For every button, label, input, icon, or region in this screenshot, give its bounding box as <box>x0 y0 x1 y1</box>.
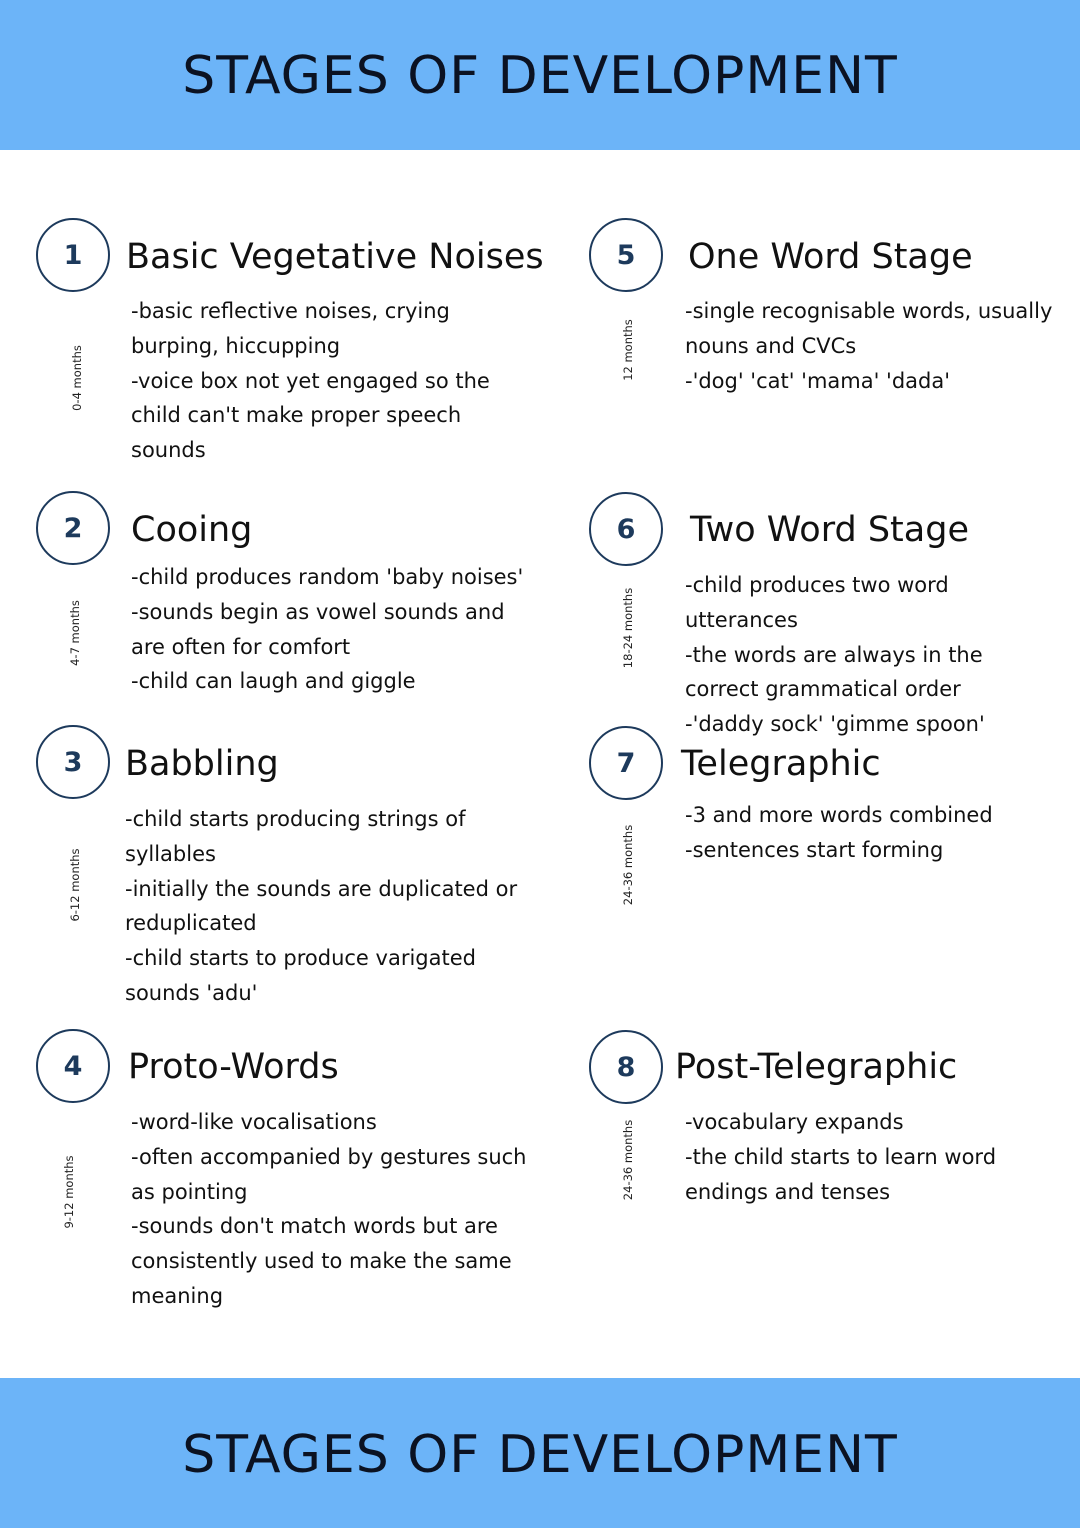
stage-point: -child can laugh and giggle <box>131 669 416 694</box>
stage-point: -vocabulary expands <box>685 1110 904 1134</box>
stage-number-badge: 4 <box>36 1029 110 1103</box>
stage-point: -word-like vocalisations <box>131 1110 377 1134</box>
stage-number-badge: 1 <box>36 218 110 292</box>
stage-number-badge: 2 <box>36 491 110 565</box>
footer-banner <box>0 1378 1080 1528</box>
stage-title: Proto-Words <box>128 1047 339 1087</box>
header-banner <box>0 0 1080 150</box>
stage-point: -'daddy sock' 'gimme spoon' <box>685 712 985 737</box>
stage-number-badge: 5 <box>589 218 663 292</box>
stage-number-badge: 6 <box>589 492 663 566</box>
stage-title: Post-Telegraphic <box>675 1047 958 1087</box>
stage-points <box>125 802 545 1011</box>
stage-point: -sentences start forming <box>685 837 944 862</box>
stage-title: Two Word Stage <box>690 510 969 550</box>
stage-point: -child starts to produce varigated sounds 'adu' <box>125 946 476 1005</box>
stage-point: -initially the sounds are duplicated or reduplicated <box>125 876 518 936</box>
stage-points <box>685 1105 1045 1209</box>
stage-title: Basic Vegetative Noises <box>126 237 544 277</box>
stage-title: Babbling <box>125 744 279 784</box>
stage-point: -the words are always in the correct grammatical order <box>685 642 983 702</box>
stage-point: -basic reflective noises, crying burping, hiccupping <box>131 299 450 358</box>
stage-title: Telegraphic <box>681 744 881 784</box>
stage-title: One Word Stage <box>688 237 973 277</box>
stage-point: -3 and more words combined <box>685 803 993 827</box>
stage-points <box>131 1105 531 1314</box>
stage-point: -single recognisable words, usually nouns and CVCs <box>685 299 1053 358</box>
stage-points <box>685 294 1070 398</box>
footer-title: STAGES OF DEVELOPMENT <box>182 1425 898 1485</box>
stage-point: -sounds don't match words but are consistently used to make the same meaning <box>131 1214 512 1308</box>
stage-point: -child starts producing strings of syllables <box>125 807 466 866</box>
stage-title: Cooing <box>131 510 253 550</box>
stage-points <box>685 568 1015 742</box>
page-title: STAGES OF DEVELOPMENT <box>182 46 898 106</box>
stage-number-badge: 3 <box>36 725 110 799</box>
stage-point: -voice box not yet engaged so the child can't make proper speech sounds <box>131 368 490 463</box>
stage-points <box>131 294 521 468</box>
stage-point: -often accompanied by gestures such as pointing <box>131 1144 527 1204</box>
stage-point: -child produces random 'baby noises' <box>131 565 524 589</box>
stage-point: -'dog' 'cat' 'mama' 'dada' <box>685 368 950 393</box>
stage-point: -sounds begin as vowel sounds and are often for comfort <box>131 599 505 659</box>
stage-number-badge: 8 <box>589 1030 663 1104</box>
stage-points <box>131 560 531 699</box>
stage-point: -child produces two word utterances <box>685 573 949 632</box>
stage-points <box>685 798 1065 868</box>
stage-number-badge: 7 <box>589 726 663 800</box>
stage-point: -the child starts to learn word endings and tenses <box>685 1144 997 1204</box>
